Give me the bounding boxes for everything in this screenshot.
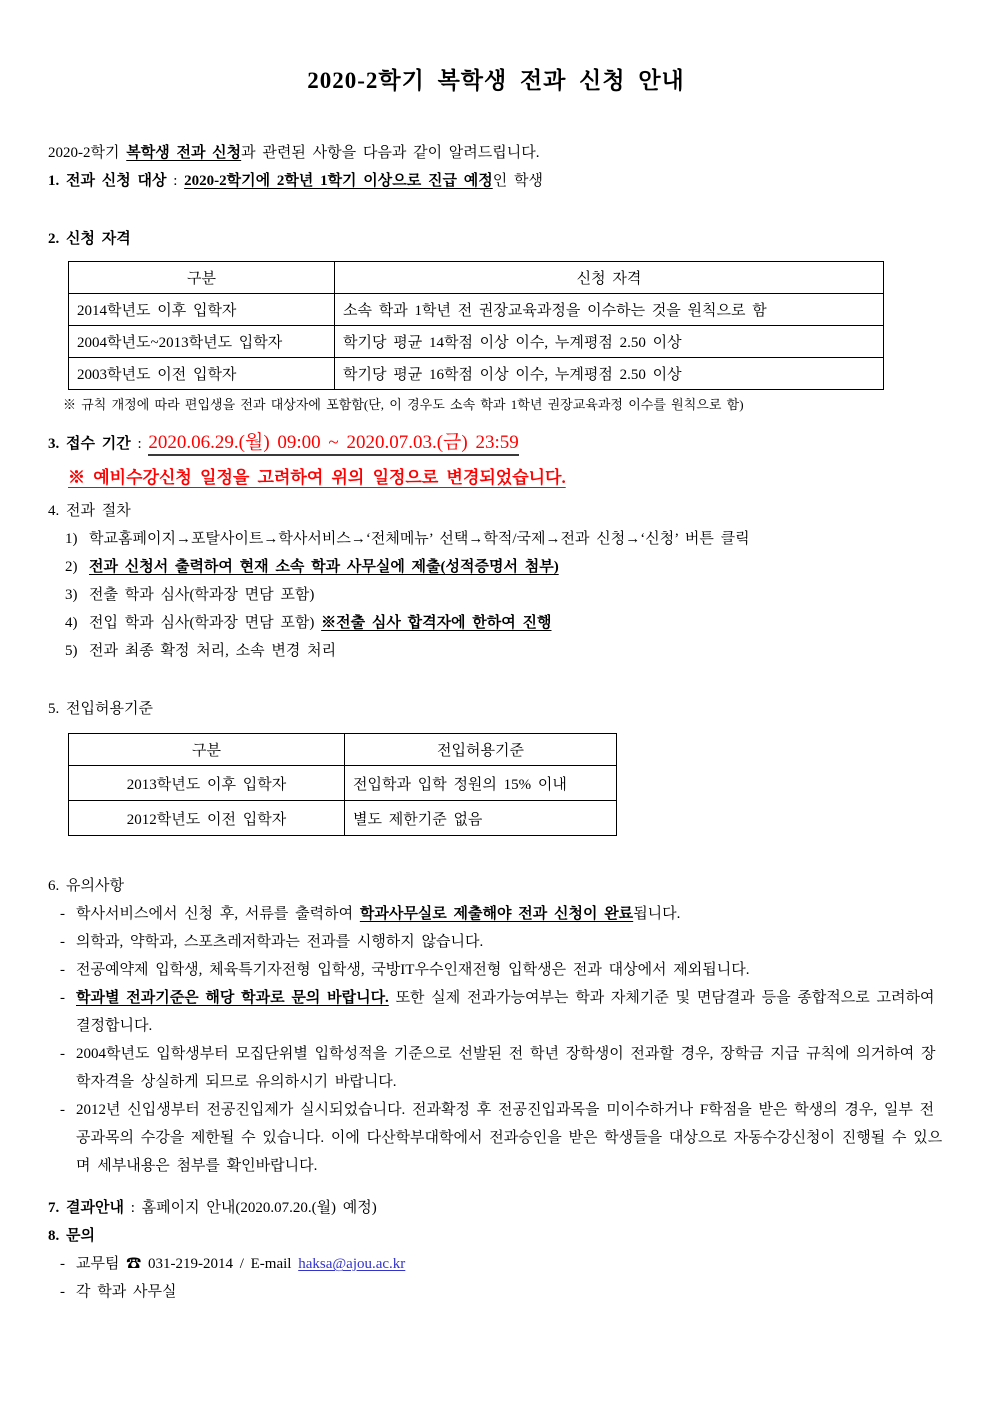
table-header-row bbox=[69, 734, 617, 766]
procedure-step bbox=[48, 525, 944, 553]
department-office-line bbox=[48, 1278, 944, 1306]
section-1-heading bbox=[48, 167, 944, 195]
procedure-step bbox=[48, 609, 944, 637]
procedure-step bbox=[48, 637, 944, 665]
eligibility-table-note: ※ 규칙 개정에 따라 편입생을 전과 대상자에 포함함(단, 이 경우도 소속 학과 1학년 권장교육과정 이수를 원칙으로 함) bbox=[63, 397, 744, 412]
procedure-step bbox=[48, 581, 944, 609]
table-header-cell: 전입허용기준 bbox=[345, 734, 617, 766]
notice-bullet bbox=[48, 956, 944, 984]
table-cell: 학기당 평균 16학점 이상 이수, 누계평점 2.50 이상 bbox=[335, 358, 884, 390]
step-number: 4) bbox=[65, 615, 78, 631]
section-1-suffix: 인 학생 bbox=[492, 173, 543, 189]
table-cell: 2004학년도~2013학년도 입학자 bbox=[69, 326, 335, 358]
step-number: 3) bbox=[65, 587, 78, 603]
bullet-text: 2004학년도 입학생부터 모집단위별 입학성적을 기준으로 선발된 전 학년 장학생이 전과할 경우, 장학금 지급 규칙에 의거하여 장학자격을 상실하게 되므로 유의하시기 바랍니다. bbox=[76, 1046, 936, 1090]
table-row bbox=[69, 326, 884, 358]
email-link[interactable]: haksa@ajou.ac.kr bbox=[298, 1256, 406, 1272]
intro-prefix: 2020-2학기 bbox=[48, 145, 127, 161]
table-row bbox=[69, 801, 617, 836]
bullet-text-emphasis: 학과별 전과기준은 해당 학과로 문의 바랍니다. bbox=[76, 990, 389, 1006]
section-8-heading: 8. 문의 bbox=[48, 1228, 95, 1244]
bullet-dash: - bbox=[60, 934, 65, 950]
section-6-heading: 6. 유의사항 bbox=[48, 878, 124, 894]
table-row bbox=[69, 358, 884, 390]
contact-phone: 교무팀 ☎ 031-219-2014 / E-mail bbox=[76, 1256, 299, 1272]
bullet-dash: - bbox=[60, 1284, 65, 1300]
table-cell: 전입학과 입학 정원의 15% 이내 bbox=[345, 766, 617, 801]
section-4-heading: 4. 전과 절차 bbox=[48, 503, 131, 519]
table-cell: 2003학년도 이전 입학자 bbox=[69, 358, 335, 390]
section-1-highlight: 2020-2학기에 2학년 1학기 이상으로 진급 예정 bbox=[184, 173, 493, 189]
bullet-text bbox=[76, 900, 944, 928]
department-office-text: 각 학과 사무실 bbox=[76, 1284, 177, 1300]
bullet-dash: - bbox=[60, 990, 65, 1006]
table-row bbox=[69, 294, 884, 326]
step-text: 전출 학과 심사(학과장 면담 포함) bbox=[89, 587, 315, 603]
table-cell: 2014학년도 이후 입학자 bbox=[69, 294, 335, 326]
step-number: 5) bbox=[65, 643, 78, 659]
section-7-label: 7. 결과안내 bbox=[48, 1200, 124, 1216]
section-2-heading: 2. 신청 자격 bbox=[48, 231, 131, 247]
bullet-dash: - bbox=[60, 1046, 65, 1062]
intro-highlight: 복학생 전과 신청 bbox=[126, 145, 242, 161]
table-header-cell: 구분 bbox=[69, 734, 345, 766]
schedule-change-note: ※ 예비수강신청 일정을 고려하여 위의 일정으로 변경되었습니다. bbox=[68, 468, 566, 487]
notice-bullet bbox=[48, 928, 944, 956]
section-3-label: 3. 접수 기간 bbox=[48, 436, 131, 452]
section-5-heading: 5. 전입허용기준 bbox=[48, 701, 153, 717]
eligibility-table bbox=[68, 261, 884, 390]
bullet-text-plain: 또한 실제 전과가능여부는 학과 자체기준 및 면담결과 등을 종합적으로 고려하여 결정합니다. bbox=[76, 990, 935, 1034]
step-number: 1) bbox=[65, 531, 78, 547]
contact-line bbox=[48, 1250, 944, 1278]
table-cell: 소속 학과 1학년 전 권장교육과정을 이수하는 것을 원칙으로 함 bbox=[335, 294, 884, 326]
step-text-emphasis: ※전출 심사 합격자에 한하여 진행 bbox=[321, 615, 552, 631]
section-1-colon: : bbox=[166, 173, 185, 189]
section-1-label: 1. 전과 신청 대상 bbox=[48, 173, 167, 189]
procedure-step bbox=[48, 553, 944, 581]
table-header-cell: 구분 bbox=[69, 262, 335, 294]
step-text-plain: 전입 학과 심사(학과장 면담 포함) bbox=[89, 615, 322, 631]
intro-paragraph bbox=[48, 139, 944, 167]
bullet-dash: - bbox=[60, 962, 65, 978]
table-cell: 2013학년도 이후 입학자 bbox=[69, 766, 345, 801]
bullet-text-plain: 학사서비스에서 신청 후, 서류를 출력하여 bbox=[76, 906, 360, 922]
table-row bbox=[69, 766, 617, 801]
bullet-text-emphasis: 학과사무실로 제출해야 전과 신청이 완료 bbox=[359, 906, 634, 922]
bullet-text bbox=[76, 984, 944, 1040]
notice-bullet bbox=[48, 900, 944, 928]
bullet-dash: - bbox=[60, 1256, 65, 1272]
step-text: 전과 신청서 출력하여 현재 소속 학과 사무실에 제출(성적증명서 첨부) bbox=[89, 559, 559, 575]
step-number: 2) bbox=[65, 559, 78, 575]
intro-suffix: 과 관련된 사항을 다음과 같이 알려드립니다. bbox=[241, 145, 540, 161]
step-text: 전과 최종 확정 처리, 소속 변경 처리 bbox=[89, 643, 337, 659]
bullet-dash: - bbox=[60, 906, 65, 922]
table-cell: 2012학년도 이전 입학자 bbox=[69, 801, 345, 836]
application-period: 2020.06.29.(월) 09:00 ~ 2020.07.03.(금) 23:59 bbox=[148, 432, 518, 456]
table-cell: 별도 제한기준 없음 bbox=[345, 801, 617, 836]
bullet-dash: - bbox=[60, 1102, 65, 1118]
page-title: 2020-2학기 복학생 전과 신청 안내 bbox=[307, 68, 685, 93]
section-3-heading bbox=[48, 426, 944, 461]
table-header-row bbox=[69, 262, 884, 294]
step-text bbox=[89, 609, 944, 637]
notice-bullet bbox=[48, 1040, 944, 1096]
bullet-text-plain: 됩니다. bbox=[633, 906, 681, 922]
table-header-cell: 신청 자격 bbox=[335, 262, 884, 294]
bullet-text: 의학과, 약학과, 스포츠레저학과는 전과를 시행하지 않습니다. bbox=[76, 934, 484, 950]
section-7-text: : 홈페이지 안내(2020.07.20.(월) 예정) bbox=[123, 1200, 377, 1216]
step-text: 학교홈페이지→포탈사이트→학사서비스→‘전체메뉴’ 선택→학적/국제→전과 신청→‘신청’ 버튼 클릭 bbox=[89, 531, 750, 547]
admission-limit-table bbox=[68, 733, 617, 836]
bullet-text: 2012년 신입생부터 전공진입제가 실시되었습니다. 전과확정 후 전공진입과목을 미이수하거나 F학점을 받은 학생의 경우, 일부 전공과목의 수강을 제한될 수 있습니다. 이에 다산학부대학에서 전과승인을 받은 학생들을 대상으로 자동수강신청이 진행될 수 있으며 세부내용은 첨부를 확인바랍니다. bbox=[76, 1102, 943, 1174]
bullet-text: 전공예약제 입학생, 체육특기자전형 입학생, 국방IT우수인재전형 입학생은 전과 대상에서 제외됩니다. bbox=[76, 962, 750, 978]
section-7-heading bbox=[48, 1194, 944, 1222]
section-3-colon: : bbox=[130, 436, 149, 452]
notice-bullet bbox=[48, 984, 944, 1040]
contact-text bbox=[76, 1250, 944, 1278]
table-cell: 학기당 평균 14학점 이상 이수, 누계평점 2.50 이상 bbox=[335, 326, 884, 358]
notice-bullet bbox=[48, 1096, 944, 1180]
